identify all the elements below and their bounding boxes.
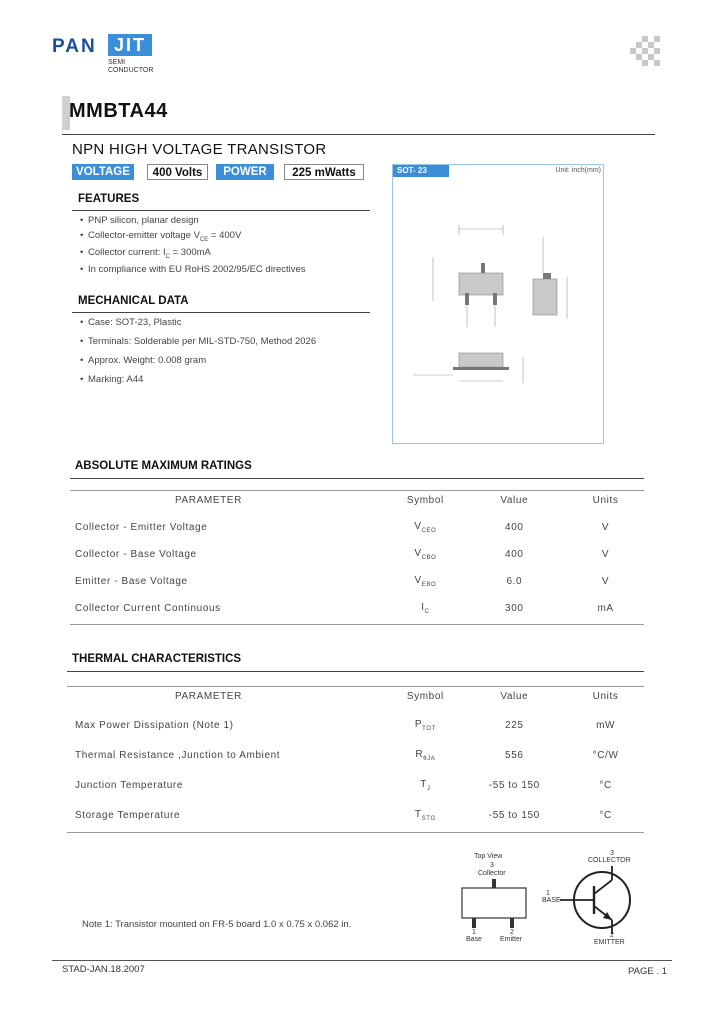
pin3-number: 3: [490, 862, 494, 869]
param-cell: Thermal Resistance ,Junction to Ambient: [75, 749, 281, 761]
param-cell: Max Power Dissipation (Note 1): [75, 719, 234, 731]
unit-cell: °C: [599, 779, 612, 791]
value-cell: 225: [505, 719, 524, 731]
table-row: [75, 514, 635, 541]
mechanical-item: • Marking: A44: [88, 374, 370, 385]
col-header-symbol: Symbol: [406, 495, 444, 506]
abs-max-divider: [70, 478, 644, 479]
abs-max-table: [75, 487, 635, 622]
power-value: 225 mWatts: [284, 164, 364, 180]
value-cell: 6.0: [506, 576, 523, 587]
sot23-outline-drawing: [393, 177, 603, 443]
param-cell: Junction Temperature: [75, 779, 183, 791]
param-cell: Emitter - Base Voltage: [75, 576, 188, 587]
table-row: [75, 541, 635, 568]
mechanical-divider: [72, 312, 370, 313]
footer-divider: [52, 960, 672, 961]
symbol-cell: $T_J$: [420, 778, 431, 792]
pinout-outline: [458, 850, 538, 945]
symbol-cell: $P_{TOT}$: [414, 718, 436, 732]
page-subtitle: NPN HIGH VOLTAGE TRANSISTOR: [72, 141, 327, 158]
value-cell: 400: [505, 549, 524, 560]
mechanical-item: • Case: SOT-23, Plastic: [88, 317, 370, 328]
symbol-cell: $V_{EBO}$: [414, 575, 437, 588]
schematic-pin1: 1: [546, 890, 550, 897]
pin1-label: Base: [466, 936, 482, 943]
table-row: [75, 770, 635, 800]
pinout-top-view: [458, 850, 538, 945]
unit-cell: °C/W: [592, 749, 619, 761]
feature-item: • In compliance with EU RoHS 2002/95/EC directives: [88, 264, 370, 275]
features-heading: FEATURES: [78, 193, 140, 205]
package-diagram: [392, 164, 604, 444]
decorative-dots-icon: [630, 36, 660, 66]
feature-item: • Collector current: $I_C = 300mA$: [88, 247, 370, 260]
value-cell: 300: [505, 603, 524, 614]
thermal-divider: [67, 671, 644, 672]
unit-cell: V: [601, 522, 610, 533]
param-cell: Collector - Emitter Voltage: [75, 522, 208, 533]
thermal-table-bottom: [67, 832, 644, 833]
symbol-cell: $I_C$: [421, 602, 430, 615]
table-header-row: [75, 487, 635, 514]
package-unit: Unit: inch(mm): [555, 167, 601, 174]
param-cell: Collector Current Continuous: [75, 603, 221, 614]
abs-max-heading: ABSOLUTE MAXIMUM RATINGS: [75, 460, 252, 472]
logo-sub-line1: SEMI: [108, 59, 126, 66]
npn-schematic: [540, 850, 650, 950]
symbol-cell: $R_{\theta JA}$: [415, 748, 436, 762]
package-label: SOT- 23: [393, 165, 449, 177]
param-cell: Collector - Base Voltage: [75, 549, 197, 560]
value-cell: 400: [505, 522, 524, 533]
title-divider: [62, 134, 655, 135]
pin3-label: Collector: [478, 870, 506, 877]
table-row: [75, 710, 635, 740]
transistor-symbol-icon: [540, 850, 650, 950]
schematic-emitter-label: EMITTER: [594, 939, 625, 946]
table-row: [75, 800, 635, 830]
value-cell: 556: [505, 749, 524, 761]
schematic-pin3: 3: [610, 850, 614, 857]
feature-item: • PNP silicon, planar design: [88, 215, 370, 226]
table-row: [75, 568, 635, 595]
schematic-base-label: BASE: [542, 897, 561, 904]
footer-page: PAGE . 1: [628, 966, 667, 977]
col-header-units: Units: [592, 691, 619, 702]
value-cell: -55 to 150: [488, 779, 540, 791]
table-row: [75, 740, 635, 770]
logo-pan: PAN: [52, 36, 97, 57]
unit-cell: °C: [599, 809, 612, 821]
unit-cell: V: [601, 549, 610, 560]
col-header-value: Value: [500, 495, 529, 506]
thermal-heading: THERMAL CHARACTERISTICS: [72, 653, 242, 665]
mechanical-item: • Terminals: Solderable per MIL-STD-750, Method 2026: [88, 336, 370, 347]
pin1-number: 1: [472, 929, 476, 936]
feature-item: • Collector-emitter voltage $V_{CE} = 400V$: [88, 230, 370, 243]
unit-cell: V: [601, 576, 610, 587]
col-header-units: Units: [592, 495, 619, 506]
col-header-symbol: Symbol: [406, 691, 444, 702]
col-header-parameter: PARAMETER: [175, 495, 242, 506]
mechanical-list: [80, 317, 370, 389]
table-row: [75, 595, 635, 622]
voltage-label: VOLTAGE: [72, 164, 134, 180]
logo-sub-line2: CONDUCTOR: [108, 67, 154, 74]
features-divider: [72, 210, 370, 211]
value-cell: -55 to 150: [488, 809, 540, 821]
part-number: MMBTA44: [69, 100, 168, 122]
param-cell: Storage Temperature: [75, 809, 181, 821]
thermal-table: [75, 683, 635, 830]
col-header-value: Value: [500, 691, 529, 702]
unit-cell: mA: [597, 603, 614, 614]
pin2-number: 2: [510, 929, 514, 936]
symbol-cell: $V_{CBO}$: [414, 548, 437, 561]
pin2-label: Emitter: [500, 936, 523, 943]
voltage-value: 400 Volts: [147, 164, 208, 180]
schematic-pin2: 2: [610, 932, 614, 939]
col-header-parameter: PARAMETER: [175, 691, 242, 702]
schematic-collector-label: COLLECTOR: [588, 857, 631, 864]
footer-date: STAD-JAN.18.2007: [62, 964, 145, 975]
abs-max-table-bottom: [70, 624, 644, 625]
mechanical-heading: MECHANICAL DATA: [78, 295, 189, 307]
features-list: [80, 215, 370, 279]
mechanical-item: • Approx. Weight: 0.008 gram: [88, 355, 370, 366]
symbol-cell: $V_{CEO}$: [414, 521, 437, 534]
logo-jit: JIT: [108, 34, 152, 56]
power-label: POWER: [216, 164, 274, 180]
footnote: Note 1: Transistor mounted on FR-5 board 1.0 x 0.75 x 0.062 in.: [82, 919, 352, 930]
symbol-cell: $T_{STG}$: [414, 808, 436, 822]
logo-subtitle: [108, 59, 153, 75]
table-header-row: [75, 683, 635, 710]
top-view-label: Top View: [474, 853, 503, 860]
unit-cell: mW: [596, 719, 616, 731]
